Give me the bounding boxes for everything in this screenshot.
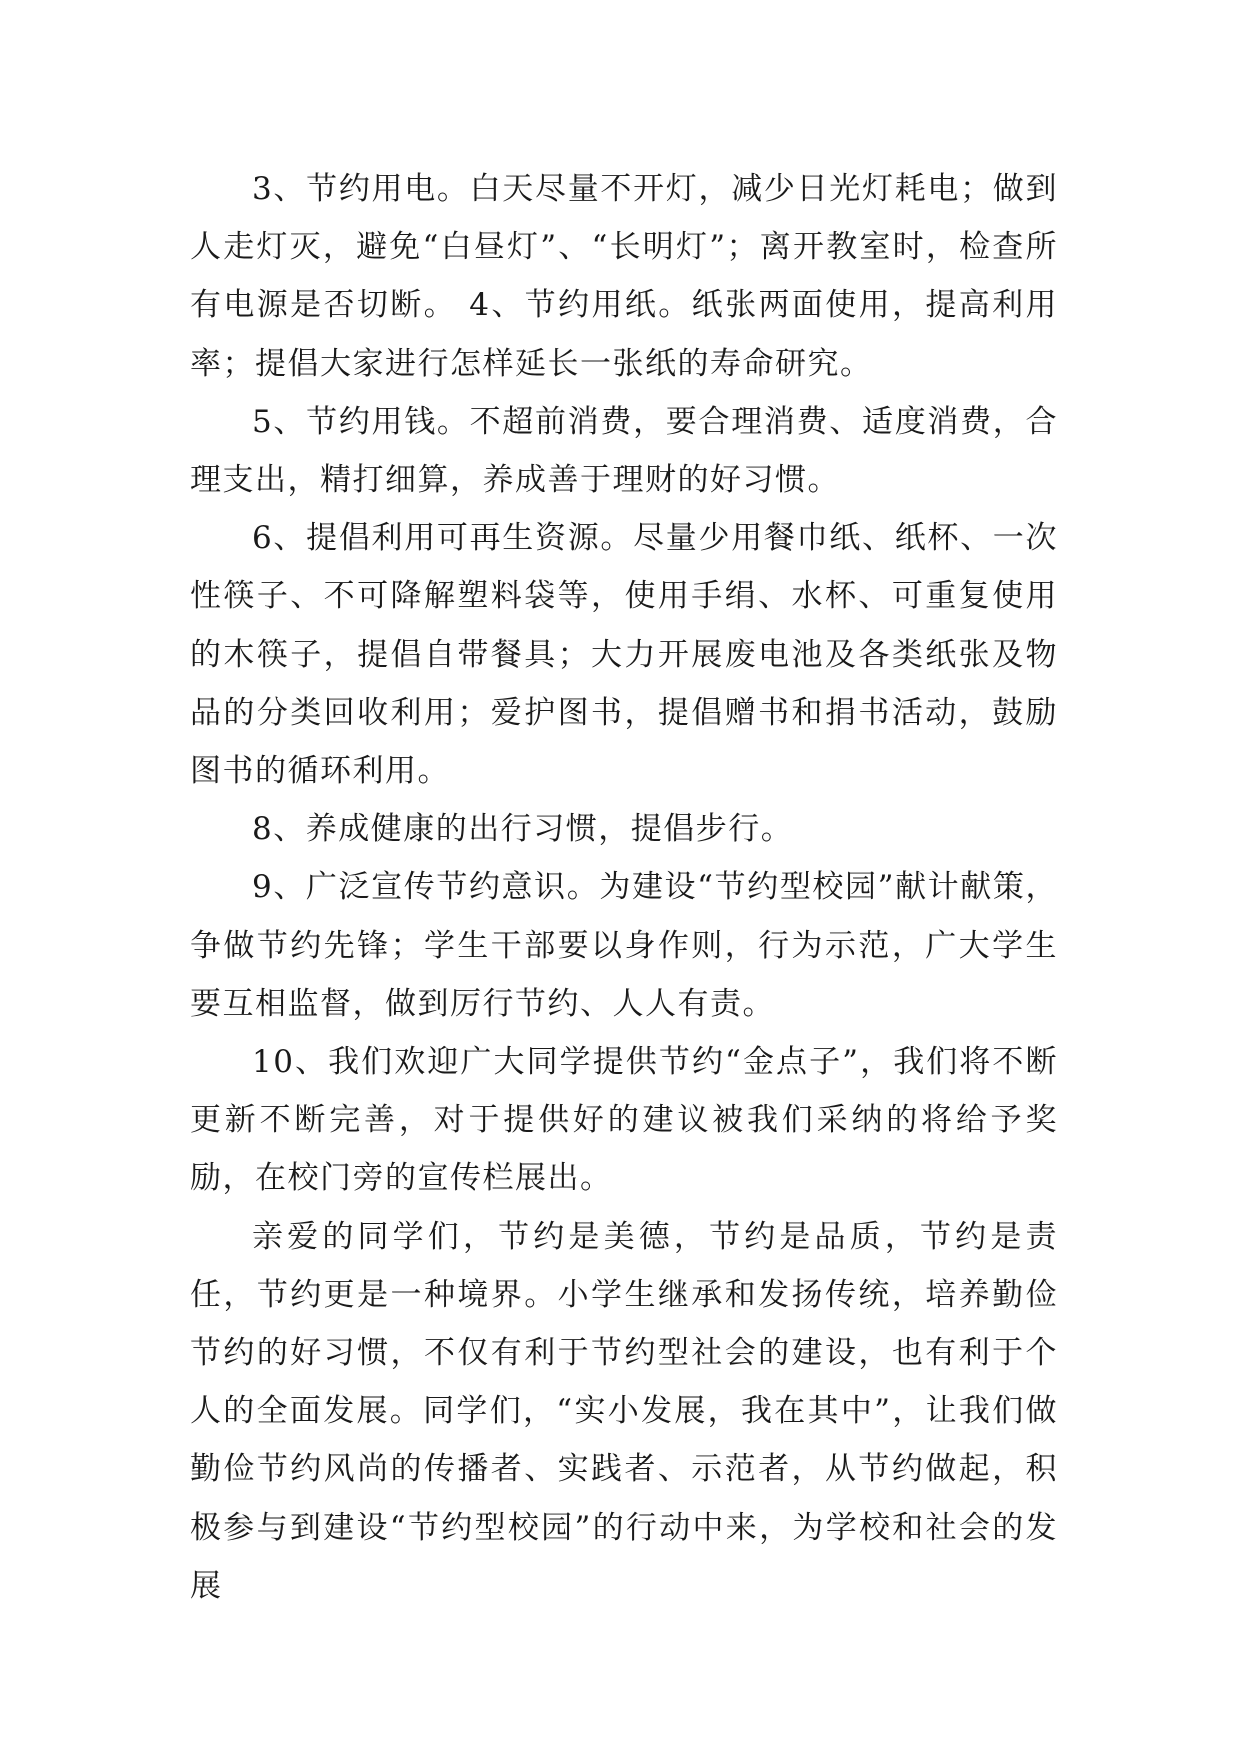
paragraph-renewable-resources: 6、提倡利用可再生资源。尽量少用餐巾纸、纸杯、一次性筷子、不可降解塑料袋等，使用手绢、水杯、可重复使用的木筷子，提倡自带餐具；大力开展废电池及各类纸张及物品的分类回收利用；爱护图书，提倡赠书和捐书活动，鼓励图书的循环利用。	[190, 520, 1058, 790]
paragraph-electricity-paper: 3、节约用电。白天尽量不开灯，减少日光灯耗电；做到人走灯灭，避免“白昼灯”、“长明灯”；离开教室时，检查所有电源是否切断。 4、节约用纸。纸张两面使用，提高利用率；提倡大家进行怎样延长一张纸的寿命研究。	[190, 171, 1058, 382]
paragraph-closing: 亲爱的同学们，节约是美德，节约是品质，节约是责任，节约更是一种境界。小学生继承和发扬传统，培养勤俭节约的好习惯，不仅有利于节约型社会的建设，也有利于个人的全面发展。同学们，“实小发展，我在其中”，让我们做勤俭节约风尚的传播者、实践者、示范者，从节约做起，积极参与到建设“节约型校园”的行动中来，为学校和社会的发展	[190, 1218, 1058, 1604]
paragraph-suggestions: 10、我们欢迎广大同学提供节约“金点子”，我们将不断更新不断完善，对于提供好的建议被我们采纳的将给予奖励，在校门旁的宣传栏展出。	[190, 1044, 1058, 1197]
paragraph-money: 5、节约用钱。不超前消费，要合理消费、适度消费，合理支出，精打细算，养成善于理财的好习惯。	[190, 403, 1058, 499]
paragraph-travel-habits: 8、养成健康的出行习惯，提倡步行。	[252, 811, 794, 848]
paragraph-publicity: 9、广泛宣传节约意识。为建设“节约型校园”献计献策，争做节约先锋；学生干部要以身作则，行为示范，广大学生要互相监督，做到厉行节约、人人有责。	[190, 869, 1058, 1022]
document-body	[190, 160, 1058, 1615]
